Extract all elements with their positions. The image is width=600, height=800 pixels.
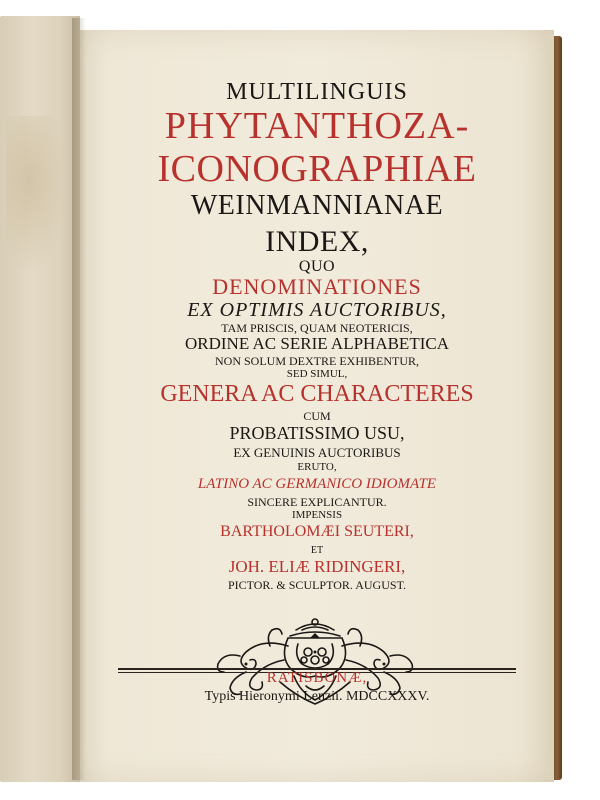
title-line-21: BARTHOLOMÆI SEUTERI, (220, 523, 414, 540)
title-line-18: LATINO AC GERMANICO IDIOMATE (197, 476, 437, 492)
title-line-2: PHYTANTHOZA- (164, 105, 470, 147)
imprint-place: RATISBONÆ, (266, 670, 368, 686)
title-line-6: QUO (298, 258, 336, 275)
title-line-19: SINCERE EXPLICANTUR. (247, 495, 387, 509)
imprint-printer: Typis Hieronymi Lenzii. MDCCXXXV. (204, 689, 430, 704)
title-page-text (80, 30, 554, 782)
title-line-15: PROBATISSIMO USU, (229, 423, 405, 443)
title-line-16: EX GENUINIS AUCTORIBUS (233, 445, 401, 460)
title-line-11: NON SOLUM DEXTRE EXHIBENTUR, (215, 354, 419, 368)
title-line-3: ICONOGRAPHIAE (157, 148, 477, 190)
title-line-24: PICTOR. & SCULPTOR. AUGUST. (227, 578, 407, 592)
title-line-4: WEINMANNIANAE (190, 190, 444, 221)
title-line-8: EX OPTIMIS AUCTORIBUS, (187, 299, 447, 321)
title-line-5: INDEX, (265, 225, 369, 258)
title-line-17: ERUTO, (297, 461, 337, 473)
title-line-20: IMPENSIS (291, 509, 343, 521)
book-cover-left (0, 16, 80, 782)
title-line-22: ET (310, 545, 324, 556)
title-line-23: JOH. ELIÆ RIDINGERI, (228, 557, 406, 576)
title-line-12: SED SIMUL, (286, 368, 348, 380)
title-line-14: CUM (303, 409, 331, 423)
cover-stain (6, 116, 66, 276)
title-line-10: ORDINE AC SERIE ALPHABETICA (185, 334, 449, 353)
title-line-9: TAM PRISCIS, QUAM NEOTERICIS, (221, 321, 413, 335)
title-line-7: DENOMINATIONES (212, 274, 422, 299)
title-line-13: GENERA AC CHARACTERES (160, 381, 474, 407)
title-line-1: MULTILINGUIS (226, 79, 408, 105)
